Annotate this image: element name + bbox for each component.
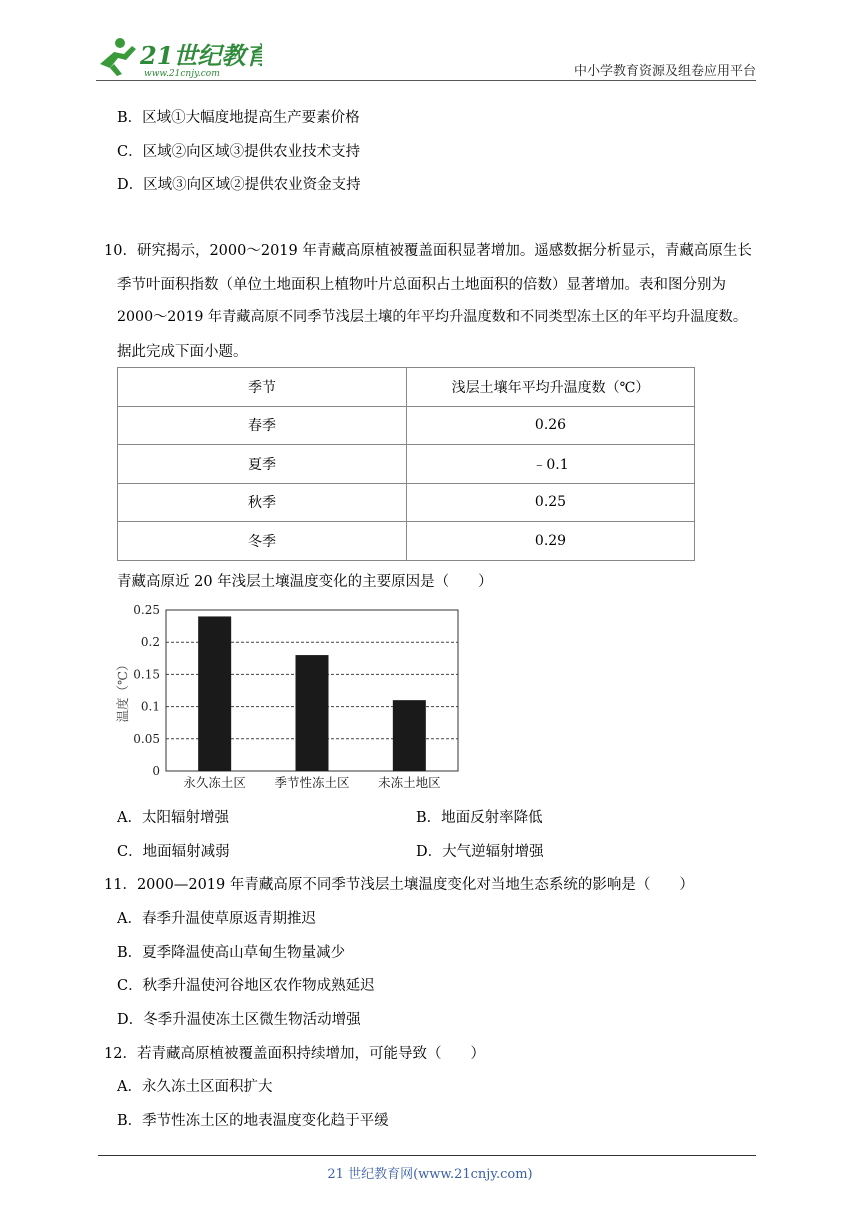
y-tick-label: 0.15 [133,667,160,682]
q10-intro-line-3: 2000～2019 年青藏高原不同季节浅层土壤的年平均升温度数和不同类型冻土区的年平均升温度数。 [117,309,748,325]
q10-question: 青藏高原近 20 年浅层土壤温度变化的主要原因是（ ） [117,574,493,590]
q10-intro-line-1: 10．研究揭示，2000～2019 年青藏高原植被覆盖面积显著增加。遥感数据分析显示，青藏高原生长 [104,243,752,259]
table-row [118,522,695,561]
q9-option-c: C．区域②向区域③提供农业技术支持 [117,144,361,160]
bar [296,655,329,771]
footer-text: 21 世纪教育网(www.21cnjy.com) [327,1167,533,1182]
table-row [118,406,695,445]
bar [393,700,426,771]
x-category-label: 永久冻土区 [183,775,246,790]
q12-option-a: A．永久冻土区面积扩大 [117,1079,273,1095]
header-divider [96,80,756,81]
y-tick-label: 0 [152,764,160,778]
table-cell: 冬季 [118,522,407,561]
soil-temperature-table [117,367,695,561]
q10-intro-line-4: 据此完成下面小题。 [117,344,248,360]
site-logo [92,34,262,80]
table-cell: 春季 [118,406,407,445]
q11-option-d: D．冬季升温使冻土区微生物活动增强 [117,1012,361,1028]
table-cell: 0.25 [407,483,695,522]
y-tick-label: 0.1 [140,699,160,714]
bar [198,616,231,771]
q11-question: 11．2000—2019 年青藏高原不同季节浅层土壤温度变化对当地生态系统的影响是（ ） [104,877,694,893]
x-category-label: 未冻土地区 [378,775,441,790]
table-cell: 夏季 [118,445,407,484]
q10-option-d: D．大气逆辐射增强 [416,844,544,860]
logo-url: www.21cnjy.com [144,69,220,79]
q10-option-b: B．地面反射率降低 [416,810,543,826]
table-cell: 0.29 [407,522,695,561]
footer-divider [98,1155,756,1156]
runner-icon [100,38,136,76]
q11-option-a: A．春季升温使草原返青期推迟 [117,911,316,927]
q11-option-c: C．秋季升温使河谷地区农作物成熟延迟 [117,978,375,994]
q10-option-c: C．地面辐射减弱 [117,844,230,860]
q12-option-b: B．季节性冻土区的地表温度变化趋于平缓 [117,1113,389,1129]
logo-text: 21世纪教育 [140,41,262,70]
q9-option-b: B．区域①大幅度地提高生产要素价格 [117,110,360,126]
frozen-soil-bar-chart [110,598,470,798]
table-header-cell: 浅层土壤年平均升温度数（℃） [407,368,695,407]
y-tick-label: 0.25 [133,603,160,617]
q10-intro-line-2: 季节叶面积指数（单位土地面积上植物叶片总面积占土地面积的倍数）显著增加。表和图分别为 [117,277,726,293]
y-tick-label: 0.05 [133,731,160,746]
q10-option-a: A．太阳辐射增强 [117,810,229,826]
q12-question: 12．若青藏高原植被覆盖面积持续增加，可能导致（ ） [104,1046,485,1062]
table-cell: 0.26 [407,406,695,445]
platform-name: 中小学教育资源及组卷应用平台 [573,64,756,79]
table-row [118,445,695,484]
y-tick-label: 0.2 [140,635,160,650]
table-cell: 秋季 [118,483,407,522]
table-header-cell: 季节 [118,368,407,407]
q11-option-b: B．夏季降温使高山草甸生物量减少 [117,945,346,961]
table-header-row [118,368,695,407]
table-row [118,483,695,522]
x-category-label: 季节性冻土区 [274,775,350,790]
q9-option-d: D．区域③向区域②提供农业资金支持 [117,177,361,193]
y-axis-label: 温度（℃） [115,658,130,723]
table-cell: ﹣0.1 [407,445,695,484]
